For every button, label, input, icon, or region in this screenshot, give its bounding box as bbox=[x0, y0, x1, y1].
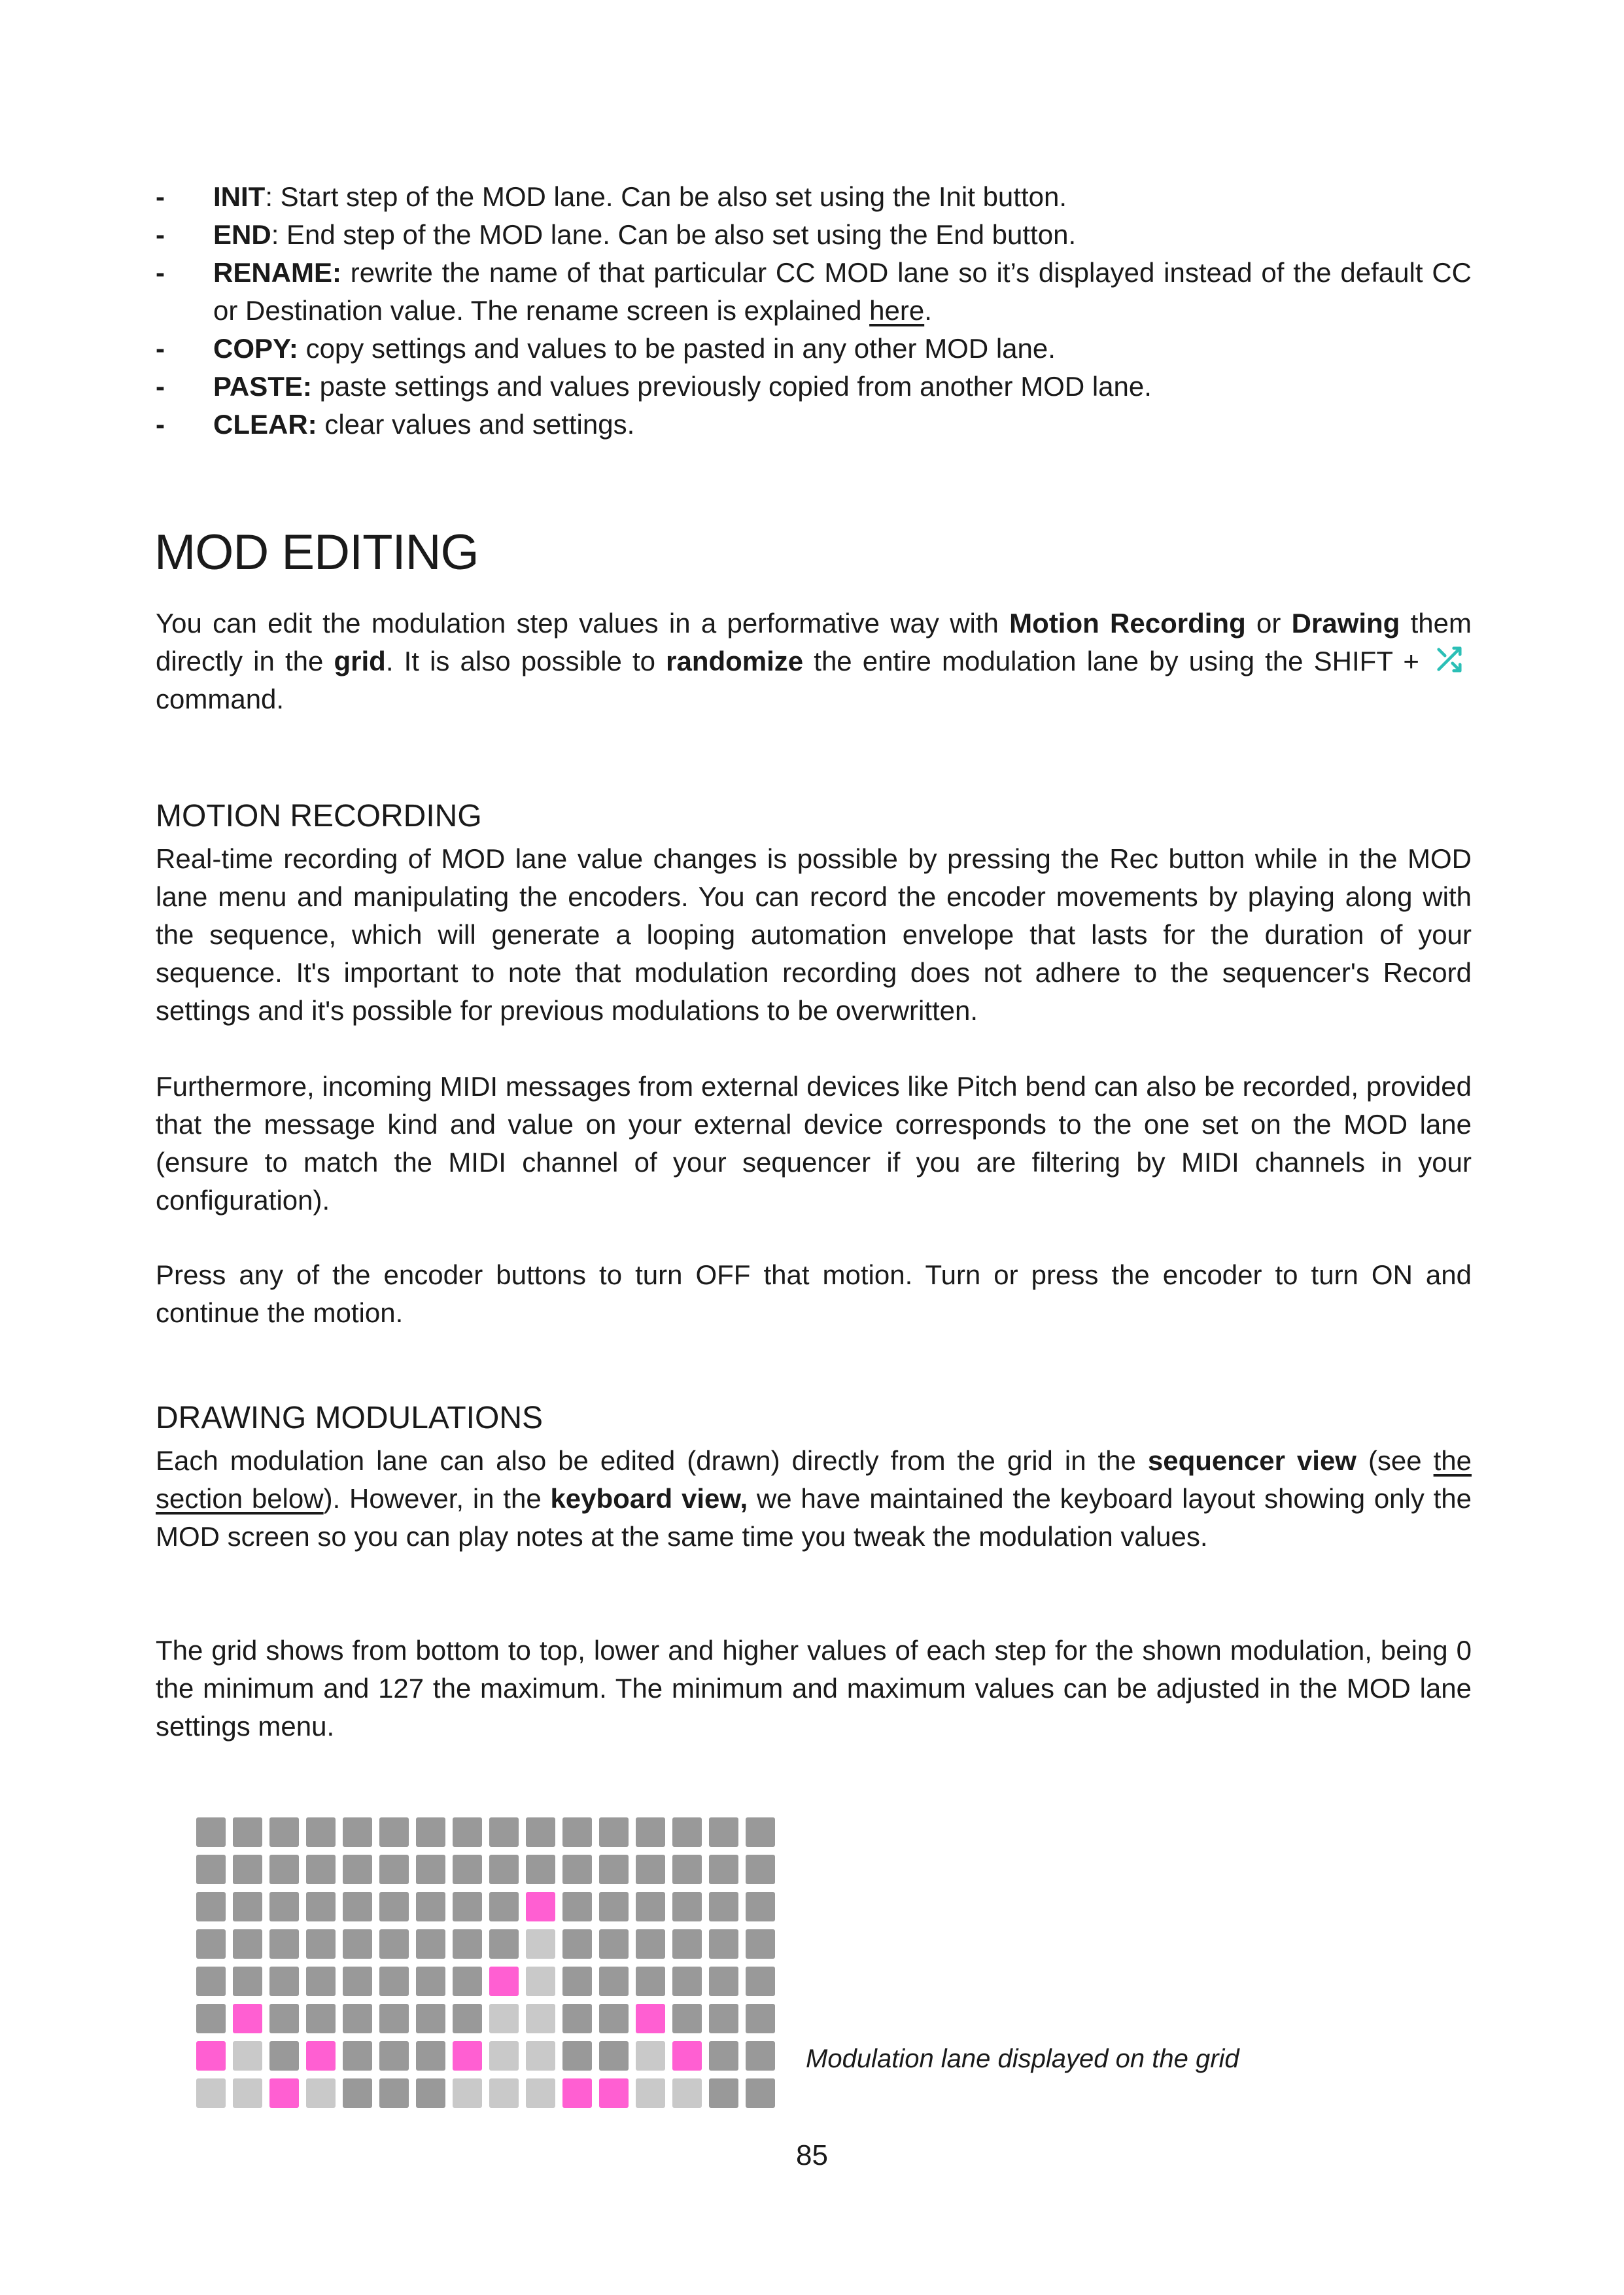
grid-pad bbox=[562, 2004, 592, 2033]
grid-pad bbox=[269, 1855, 299, 1884]
grid-pad bbox=[196, 1855, 226, 1884]
grid-pad bbox=[599, 1967, 629, 1996]
grid-pad bbox=[746, 1855, 775, 1884]
grid-pad bbox=[306, 2004, 336, 2033]
grid-pad bbox=[379, 1855, 409, 1884]
grid-pad bbox=[306, 1817, 336, 1847]
mod-editing-intro: You can edit the modulation step values in a performative way with Motion Recording or Drawing them directly in the grid. It is also possible to randomize the entire modulation lane by using the SHIFT + command. bbox=[156, 608, 1472, 714]
grid-pad bbox=[196, 1892, 226, 1921]
grid-pad bbox=[562, 1892, 592, 1921]
grid-pad bbox=[416, 1892, 445, 1921]
grid-pad bbox=[269, 2078, 299, 2108]
grid-pad bbox=[379, 2041, 409, 2071]
grid-pad bbox=[453, 1892, 482, 1921]
grid-pad bbox=[343, 1892, 372, 1921]
grid-pad bbox=[379, 2004, 409, 2033]
grid-pad bbox=[562, 1967, 592, 1996]
grid-pad bbox=[599, 2004, 629, 2033]
grid-pad bbox=[416, 1817, 445, 1847]
grid-pad bbox=[233, 2078, 262, 2108]
grid-pad bbox=[526, 2004, 555, 2033]
grid-pad bbox=[196, 1929, 226, 1959]
grid-pad bbox=[379, 1967, 409, 1996]
grid-pad bbox=[636, 1855, 665, 1884]
grid-pad bbox=[746, 2004, 775, 2033]
grid-pad bbox=[599, 1892, 629, 1921]
grid-pad bbox=[379, 1892, 409, 1921]
grid-pad bbox=[343, 1967, 372, 1996]
grid-pad bbox=[636, 1929, 665, 1959]
grid-pad bbox=[489, 1892, 519, 1921]
motion-recording-paragraph-1: Real-time recording of MOD lane value changes is possible by pressing the Rec button while in the MOD lane menu and manipulating the encoders. You can record the encoder movements by playing along with the sequence, which will generate a looping automation envelope that lasts for the duration of your sequence. It's important to note that modulation recording does not adhere to the sequencer's Record settings and it's possible for previous modulations to be overwritten. bbox=[156, 843, 1472, 1026]
grid-pad bbox=[709, 1929, 738, 1959]
grid-pad bbox=[746, 2041, 775, 2071]
subsection-title-motion-recording: MOTION RECORDING bbox=[156, 799, 482, 833]
grid-pad bbox=[526, 2041, 555, 2071]
grid-pad bbox=[416, 1855, 445, 1884]
grid-pad bbox=[453, 1967, 482, 1996]
grid-pad bbox=[269, 1967, 299, 1996]
grid-pad bbox=[672, 2041, 702, 2071]
grid-pad bbox=[453, 2078, 482, 2108]
option-init: - INIT: Start step of the MOD lane. Can be also set using the Init button. bbox=[156, 181, 1067, 212]
grid-pad bbox=[453, 1855, 482, 1884]
grid-pad bbox=[233, 1892, 262, 1921]
grid-pad bbox=[599, 2078, 629, 2108]
option-clear: - CLEAR: clear values and settings. bbox=[156, 409, 635, 440]
grid-pad bbox=[709, 1817, 738, 1847]
grid-pad bbox=[709, 1855, 738, 1884]
grid-pad bbox=[526, 1929, 555, 1959]
grid-pad bbox=[636, 2078, 665, 2108]
grid-pad bbox=[306, 1967, 336, 1996]
grid-pad bbox=[672, 2004, 702, 2033]
grid-pad bbox=[636, 2004, 665, 2033]
grid-pad bbox=[599, 1855, 629, 1884]
grid-pad bbox=[746, 1967, 775, 1996]
grid-pad bbox=[233, 2004, 262, 2033]
grid-pad bbox=[453, 1929, 482, 1959]
grid-pad bbox=[489, 1929, 519, 1959]
grid-pad bbox=[233, 1817, 262, 1847]
grid-pad bbox=[196, 2004, 226, 2033]
grid-pad bbox=[306, 1855, 336, 1884]
lane-options-list bbox=[156, 178, 1472, 444]
grid-pad bbox=[562, 1855, 592, 1884]
page-number: 85 bbox=[796, 2139, 828, 2171]
grid-pad bbox=[709, 1892, 738, 1921]
modulation-grid bbox=[196, 1817, 775, 2108]
grid-pad bbox=[636, 1817, 665, 1847]
grid-pad bbox=[379, 1929, 409, 1959]
grid-pad bbox=[526, 1892, 555, 1921]
section-below-link[interactable]: the section below bbox=[156, 1445, 1472, 1514]
grid-pad bbox=[562, 1929, 592, 1959]
grid-pad bbox=[306, 1929, 336, 1959]
grid-pad bbox=[196, 1967, 226, 1996]
grid-pad bbox=[489, 2041, 519, 2071]
grid-pad bbox=[343, 2041, 372, 2071]
grid-pad bbox=[599, 1929, 629, 1959]
grid-pad bbox=[672, 1855, 702, 1884]
grid-pad bbox=[599, 1817, 629, 1847]
grid-pad bbox=[453, 2041, 482, 2071]
grid-pad bbox=[526, 1855, 555, 1884]
grid-pad bbox=[196, 2078, 226, 2108]
grid-pad bbox=[672, 1967, 702, 1996]
grid-pad bbox=[746, 1892, 775, 1921]
grid-pad bbox=[343, 1855, 372, 1884]
grid-pad bbox=[489, 1967, 519, 1996]
grid-pad bbox=[746, 2078, 775, 2108]
grid-pad bbox=[416, 1967, 445, 1996]
grid-pad bbox=[489, 1817, 519, 1847]
motion-recording-paragraph-3: Press any of the encoder buttons to turn OFF that motion. Turn or press the encoder to turn ON and continue the motion. bbox=[156, 1259, 1472, 1328]
grid-pad bbox=[196, 2041, 226, 2071]
grid-pad bbox=[489, 2004, 519, 2033]
grid-pad bbox=[343, 1817, 372, 1847]
grid-pad bbox=[343, 1929, 372, 1959]
grid-pad bbox=[343, 2078, 372, 2108]
grid-pad bbox=[672, 1817, 702, 1847]
grid-pad bbox=[416, 2078, 445, 2108]
grid-pad bbox=[709, 2041, 738, 2071]
grid-pad bbox=[526, 1967, 555, 1996]
grid-pad bbox=[746, 1929, 775, 1959]
grid-pad bbox=[306, 2041, 336, 2071]
grid-pad bbox=[233, 2041, 262, 2071]
grid-pad bbox=[636, 1892, 665, 1921]
grid-pad bbox=[416, 2041, 445, 2071]
grid-pad bbox=[526, 1817, 555, 1847]
grid-pad bbox=[233, 1967, 262, 1996]
grid-pad bbox=[746, 1817, 775, 1847]
grid-pad bbox=[379, 1817, 409, 1847]
grid-pad bbox=[269, 1929, 299, 1959]
grid-pad bbox=[636, 1967, 665, 1996]
grid-pad bbox=[269, 2004, 299, 2033]
drawing-paragraph-1: Each modulation lane can also be edited (drawn) directly from the grid in the sequencer view (see the section below). However, in the keyboard view, we have maintained the keyboard layout showing only the MOD screen so you can play notes at the same time you tweak the modulation values. bbox=[156, 1445, 1472, 1552]
grid-pad bbox=[672, 2078, 702, 2108]
grid-pad bbox=[599, 2041, 629, 2071]
grid-pad bbox=[672, 1892, 702, 1921]
grid-pad bbox=[709, 2004, 738, 2033]
option-paste: - PASTE: paste settings and values previously copied from another MOD lane. bbox=[156, 371, 1152, 402]
grid-pad bbox=[562, 1817, 592, 1847]
grid-pad bbox=[709, 1967, 738, 1996]
grid-pad bbox=[636, 2041, 665, 2071]
grid-pad bbox=[453, 1817, 482, 1847]
grid-pad bbox=[562, 2078, 592, 2108]
grid-pad bbox=[672, 1929, 702, 1959]
shuffle-icon bbox=[1434, 644, 1464, 674]
grid-pad bbox=[416, 2004, 445, 2033]
grid-pad bbox=[562, 2041, 592, 2071]
grid-pad bbox=[269, 1817, 299, 1847]
grid-pad bbox=[233, 1855, 262, 1884]
motion-recording-paragraph-2: Furthermore, incoming MIDI messages from external devices like Pitch bend can also be recorded, provided that the message kind and value on your external device corresponds to the one set on the MOD lane (ensure to match the MIDI channel of your sequencer if you are filtering by MIDI channels in your configuration). bbox=[156, 1071, 1472, 1216]
subsection-title-drawing-modulations: DRAWING MODULATIONS bbox=[156, 1401, 544, 1435]
grid-caption: Modulation lane displayed on the grid bbox=[806, 2044, 1239, 2073]
grid-pad bbox=[526, 2078, 555, 2108]
grid-pad bbox=[489, 1855, 519, 1884]
grid-pad bbox=[453, 2004, 482, 2033]
option-end: - END: End step of the MOD lane. Can be also set using the End button. bbox=[156, 219, 1077, 250]
option-rename: - RENAME: rewrite the name of that particular CC MOD lane so it’s displayed instead of the default CC or Destination value. The rename screen is explained here. bbox=[156, 257, 1472, 326]
grid-pad bbox=[306, 2078, 336, 2108]
section-title-mod-editing: MOD EDITING bbox=[154, 525, 479, 580]
here-link[interactable]: here bbox=[869, 295, 925, 326]
grid-pad bbox=[416, 1929, 445, 1959]
grid-pad bbox=[489, 2078, 519, 2108]
grid-pad bbox=[379, 2078, 409, 2108]
grid-pad bbox=[196, 1817, 226, 1847]
grid-pad bbox=[709, 2078, 738, 2108]
grid-pad bbox=[269, 2041, 299, 2071]
grid-pad bbox=[306, 1892, 336, 1921]
grid-pad bbox=[233, 1929, 262, 1959]
drawing-paragraph-2: The grid shows from bottom to top, lower and higher values of each step for the shown modulation, being 0 the minimum and 127 the maximum. The minimum and maximum values can be adjusted in the MOD lane settings menu. bbox=[156, 1635, 1472, 1742]
grid-pad bbox=[343, 2004, 372, 2033]
grid-pad bbox=[269, 1892, 299, 1921]
option-copy: - COPY: copy settings and values to be pasted in any other MOD lane. bbox=[156, 333, 1056, 364]
